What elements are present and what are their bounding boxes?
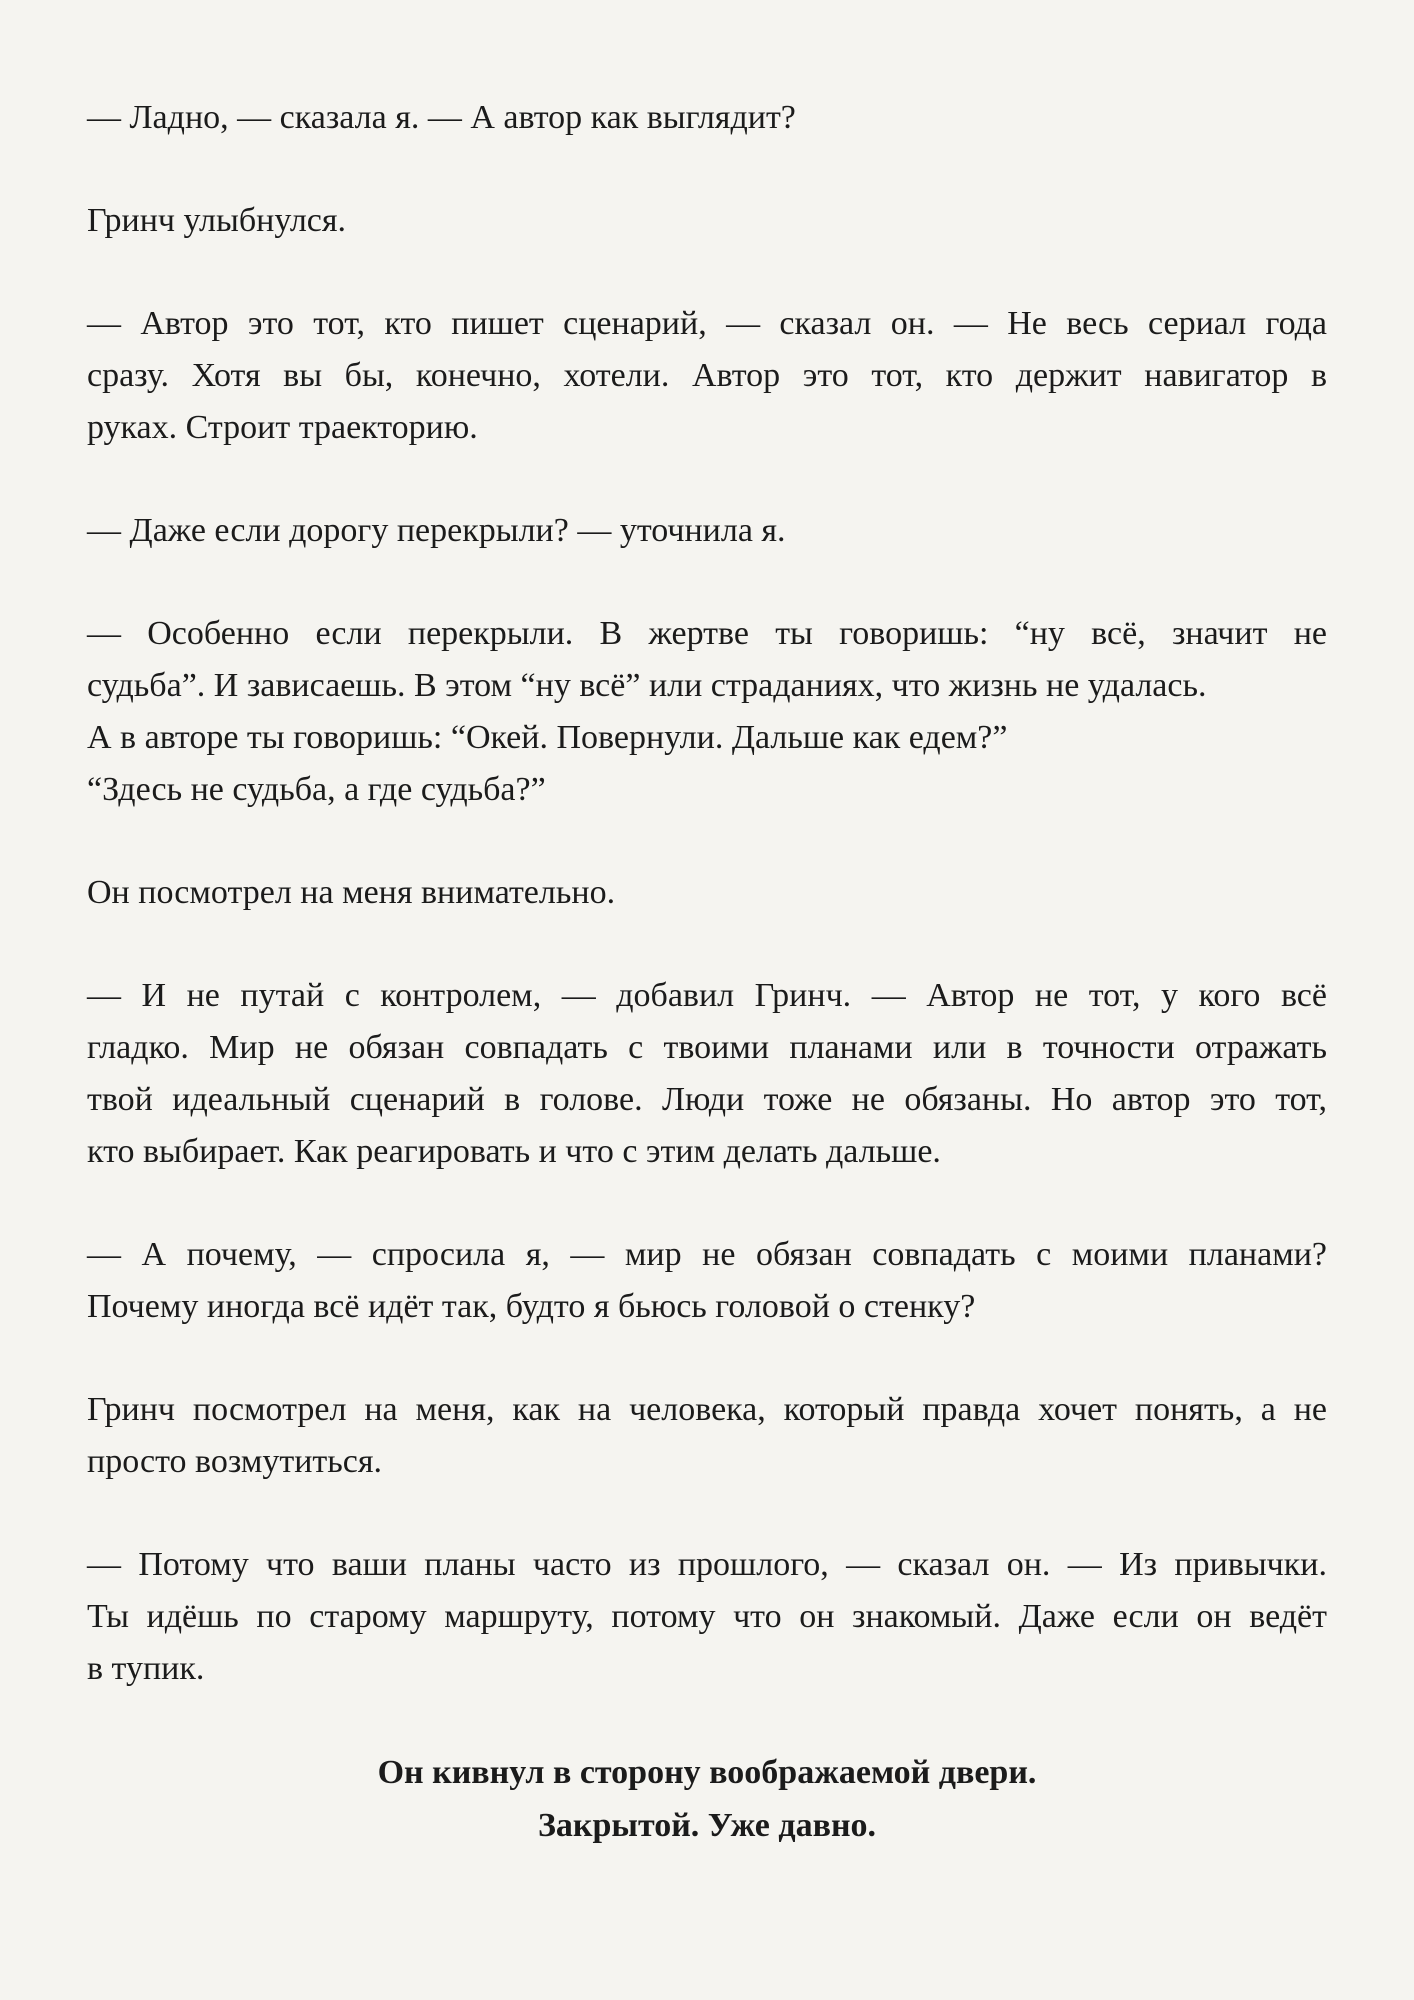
text-line: — А почему, — спросила я, — мир не обязан совпадать с моими планами? [87, 1236, 1327, 1273]
closing-statement [87, 1746, 1327, 1852]
text-line: — Автор это тот, кто пишет сценарий, — сказал он. — Не весь сериал года [87, 305, 1327, 342]
paragraph [87, 298, 1327, 454]
paragraph [87, 970, 1327, 1178]
text-line: твой идеальный сценарий в голове. Люди тоже не обязаны. Но автор это тот, [87, 1081, 1327, 1118]
paragraph [87, 1229, 1327, 1333]
paragraph [87, 867, 1327, 919]
paragraph [87, 505, 1327, 557]
text-line: Гринч улыбнулся. [87, 202, 347, 239]
text-line: — И не путай с контролем, — добавил Гринч. — Автор не тот, у кого всё [87, 977, 1327, 1014]
text-line: Почему иногда всё идёт так, будто я бьюсь головой о стенку? [87, 1288, 976, 1325]
closing-line-2: Закрытой. Уже давно. [537, 1807, 877, 1844]
text-line: — Особенно если перекрыли. В жертве ты говоришь: “ну всё, значит не [87, 615, 1327, 652]
paragraph [87, 92, 1327, 144]
text-line: — Ладно, — сказала я. — А автор как выглядит? [87, 99, 796, 136]
text-line: Он посмотрел на меня внимательно. [87, 874, 616, 911]
page-body [87, 92, 1327, 1746]
text-line: “Здесь не судьба, а где судьба?” [87, 771, 546, 808]
paragraph [87, 1539, 1327, 1695]
text-line: гладко. Мир не обязан совпадать с твоими планами или в точности отражать [87, 1029, 1327, 1066]
paragraph [87, 195, 1327, 247]
paragraph [87, 1384, 1327, 1488]
text-line: руках. Строит траекторию. [87, 409, 478, 446]
text-line: Ты идёшь по старому маршруту, потому что он знакомый. Даже если он ведёт [87, 1598, 1327, 1635]
text-line: в тупик. [87, 1650, 205, 1687]
text-line: — Потому что ваши планы часто из прошлого, — сказал он. — Из привычки. [87, 1546, 1327, 1583]
paragraph [87, 608, 1327, 816]
text-line: кто выбирает. Как реагировать и что с этим делать дальше. [87, 1133, 941, 1170]
text-line: Гринч посмотрел на меня, как на человека, который правда хочет понять, а не [87, 1391, 1327, 1428]
text-line: судьба”. И зависаешь. В этом “ну всё” или страданиях, что жизнь не удалась. [87, 667, 1207, 704]
text-line: просто возмутиться. [87, 1443, 382, 1480]
closing-line-1: Он кивнул в сторону воображаемой двери. [377, 1754, 1037, 1791]
text-line: А в авторе ты говоришь: “Окей. Повернули. Дальше как едем?” [87, 719, 1008, 756]
text-line: сразу. Хотя вы бы, конечно, хотели. Автор это тот, кто держит навигатор в [87, 357, 1327, 394]
text-line: — Даже если дорогу перекрыли? — уточнила я. [87, 512, 786, 549]
